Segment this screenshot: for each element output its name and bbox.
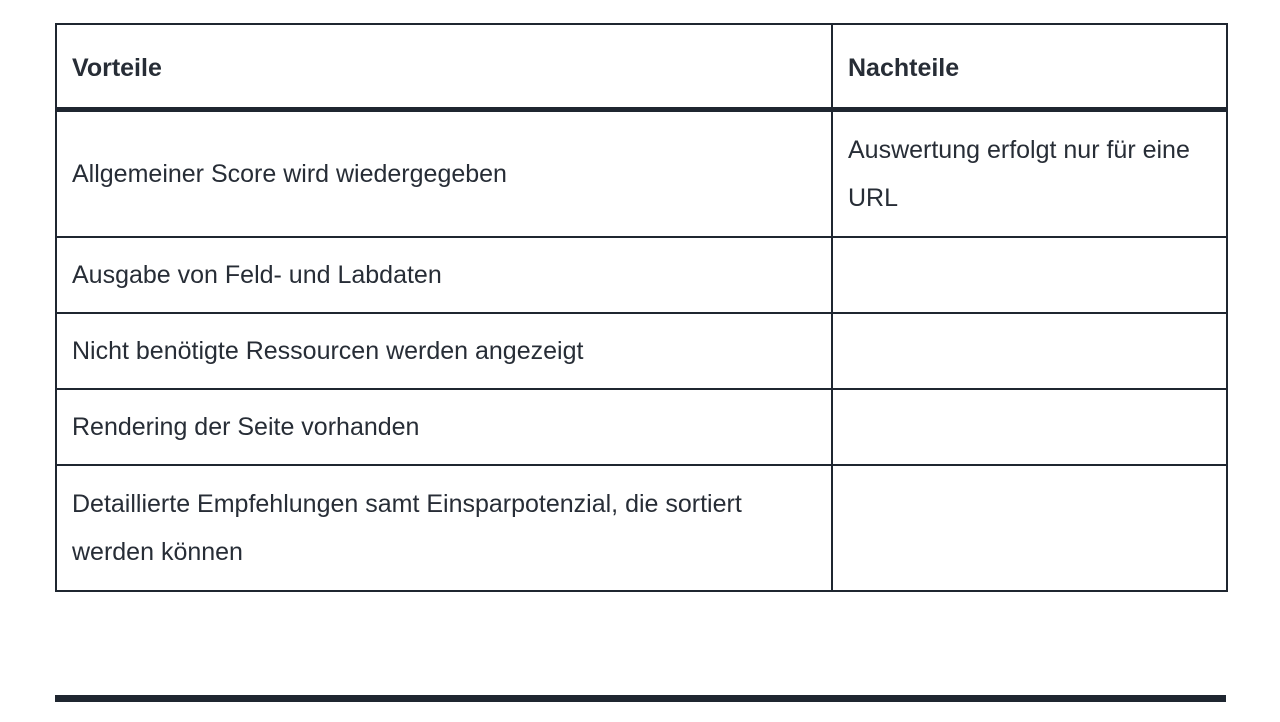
table-header-row — [56, 24, 1227, 110]
disadvantage-cell — [832, 465, 1227, 591]
advantage-cell: Detaillierte Empfehlungen samt Einsparpotenzial, die sortiert werden können — [56, 465, 832, 591]
advantage-cell: Ausgabe von Feld- und Labdaten — [56, 237, 832, 313]
disadvantage-cell — [832, 389, 1227, 465]
header-disadvantages: Nachteile — [832, 24, 1227, 110]
section-divider — [55, 695, 1226, 702]
table-row — [56, 313, 1227, 389]
disadvantage-cell — [832, 313, 1227, 389]
table-row — [56, 389, 1227, 465]
advantage-cell: Rendering der Seite vorhanden — [56, 389, 832, 465]
disadvantage-cell — [832, 237, 1227, 313]
pros-cons-table — [55, 23, 1228, 592]
advantage-cell: Nicht benötigte Ressourcen werden angezeigt — [56, 313, 832, 389]
header-advantages: Vorteile — [56, 24, 832, 110]
table-row — [56, 465, 1227, 591]
advantage-cell: Allgemeiner Score wird wiedergegeben — [56, 110, 832, 238]
table-row — [56, 110, 1227, 238]
disadvantage-cell: Auswertung erfolgt nur für eine URL — [832, 110, 1227, 238]
table-row — [56, 237, 1227, 313]
pros-cons-table-container — [55, 23, 1226, 592]
